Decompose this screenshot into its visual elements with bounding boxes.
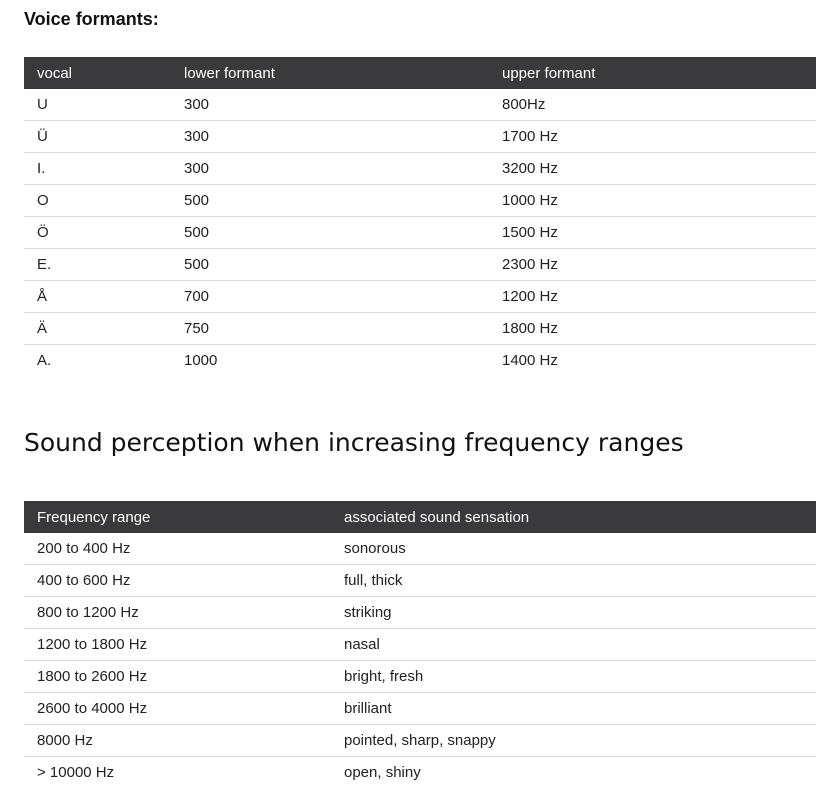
lower-formant-cell: 500 — [171, 185, 489, 217]
voice-formants-table — [24, 57, 816, 376]
lower-formant-cell: 500 — [171, 249, 489, 281]
upper-formant-cell: 3200 Hz — [489, 153, 816, 185]
lower-formant-cell: 700 — [171, 281, 489, 313]
column-header-lower-formant: lower formant — [171, 57, 489, 89]
upper-formant-cell: 1500 Hz — [489, 217, 816, 249]
lower-formant-cell: 500 — [171, 217, 489, 249]
sound-sensation-cell: pointed, sharp, snappy — [331, 725, 816, 757]
sound-perception-table — [24, 501, 816, 788]
sound-perception-heading: Sound perception when increasing frequency ranges — [24, 428, 684, 457]
table-header-row — [24, 501, 816, 533]
table-row — [24, 565, 816, 597]
lower-formant-cell: 300 — [171, 153, 489, 185]
table-row — [24, 725, 816, 757]
frequency-range-cell: 2600 to 4000 Hz — [24, 693, 331, 725]
column-header-vocal: vocal — [24, 57, 171, 89]
vocal-cell: O — [24, 185, 171, 217]
column-header-upper-formant: upper formant — [489, 57, 816, 89]
upper-formant-cell: 2300 Hz — [489, 249, 816, 281]
vocal-cell: A. — [37, 352, 52, 369]
voice-formants-heading: Voice formants: — [24, 9, 159, 29]
sound-sensation-cell: bright, fresh — [331, 661, 816, 693]
sound-sensation-cell: brilliant — [331, 693, 816, 725]
table-row — [24, 185, 816, 217]
upper-formant-cell: 1400 Hz — [502, 352, 558, 369]
table-row — [24, 757, 816, 789]
column-header-frequency-range: Frequency range — [24, 501, 331, 533]
table-row — [24, 249, 816, 281]
table-row — [24, 345, 816, 377]
vocal-cell: E. — [24, 249, 171, 281]
frequency-range-cell: 8000 Hz — [24, 725, 331, 757]
column-header-sound-sensation: associated sound sensation — [331, 501, 816, 533]
table-row — [24, 597, 816, 629]
table-row — [24, 629, 816, 661]
table-row — [24, 313, 816, 345]
frequency-range-cell: 1800 to 2600 Hz — [24, 661, 331, 693]
sound-sensation-cell: striking — [331, 597, 816, 629]
sound-sensation-cell: open, shiny — [344, 764, 421, 781]
table-row — [24, 121, 816, 153]
table-row — [24, 693, 816, 725]
table-header-row — [24, 57, 816, 89]
upper-formant-cell: 1700 Hz — [489, 121, 816, 153]
vocal-cell: I. — [24, 153, 171, 185]
vocal-cell: U — [24, 89, 171, 121]
vocal-cell: Ä — [24, 313, 171, 345]
table-row — [24, 661, 816, 693]
upper-formant-cell: 1000 Hz — [489, 185, 816, 217]
sound-sensation-cell: nasal — [331, 629, 816, 661]
table-row — [24, 533, 816, 565]
table-row — [24, 153, 816, 185]
upper-formant-cell: 800Hz — [489, 89, 816, 121]
table-row — [24, 281, 816, 313]
table-row — [24, 217, 816, 249]
lower-formant-cell: 300 — [171, 89, 489, 121]
frequency-range-cell: 200 to 400 Hz — [24, 533, 331, 565]
sound-sensation-cell: full, thick — [331, 565, 816, 597]
table-row — [24, 89, 816, 121]
frequency-range-cell: 1200 to 1800 Hz — [24, 629, 331, 661]
vocal-cell: Ü — [24, 121, 171, 153]
lower-formant-cell: 1000 — [184, 352, 218, 369]
vocal-cell: Å — [24, 281, 171, 313]
sound-sensation-cell: sonorous — [331, 533, 816, 565]
frequency-range-cell: 400 to 600 Hz — [24, 565, 331, 597]
upper-formant-cell: 1800 Hz — [489, 313, 816, 345]
vocal-cell: Ö — [24, 217, 171, 249]
frequency-range-cell: 800 to 1200 Hz — [24, 597, 331, 629]
lower-formant-cell: 750 — [171, 313, 489, 345]
upper-formant-cell: 1200 Hz — [489, 281, 816, 313]
frequency-range-cell: > 10000 Hz — [37, 764, 115, 781]
lower-formant-cell: 300 — [171, 121, 489, 153]
